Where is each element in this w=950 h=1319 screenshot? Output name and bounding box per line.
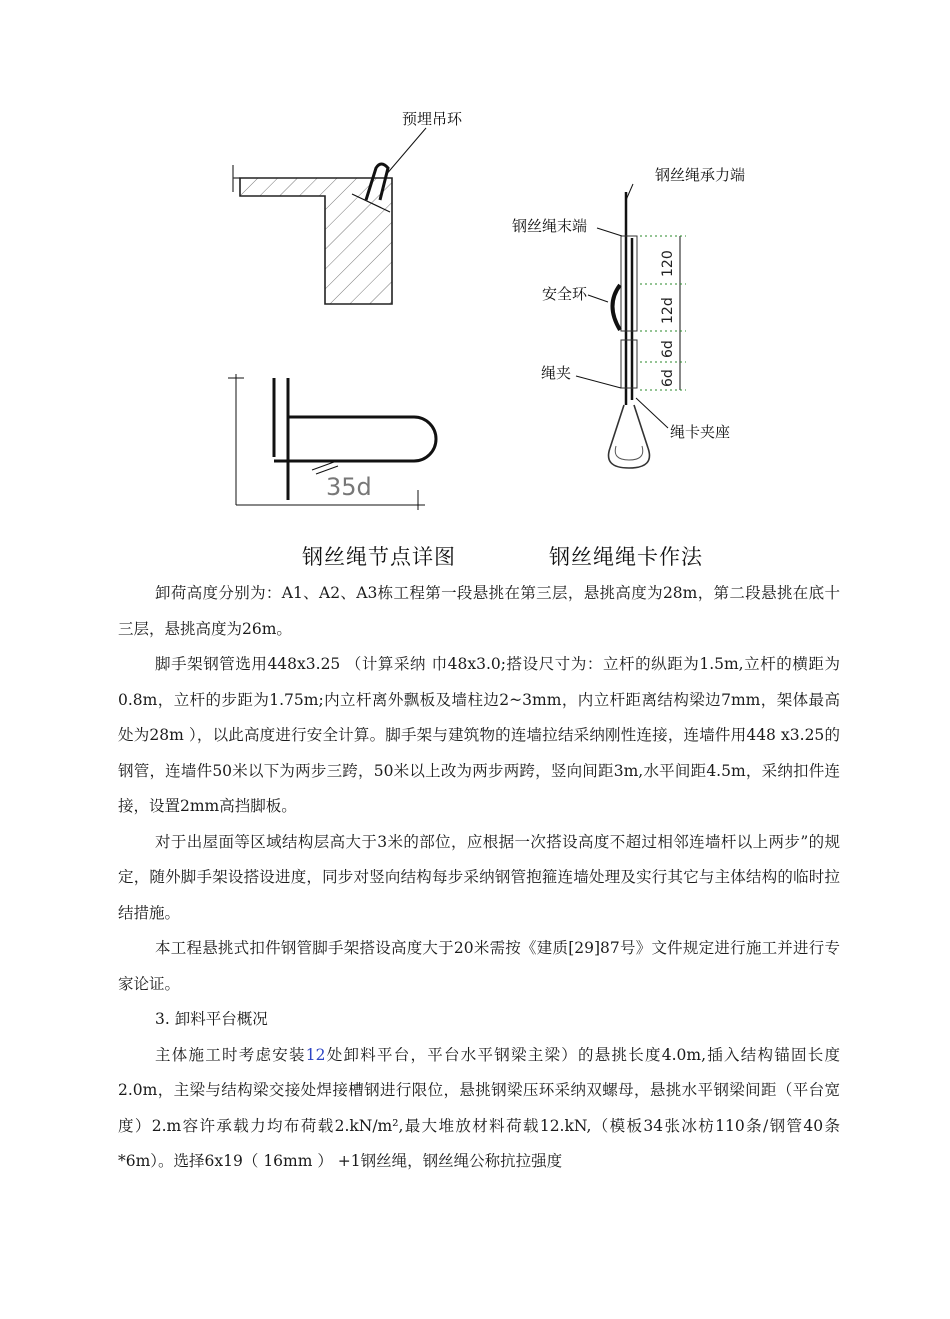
slab-section — [233, 128, 426, 304]
paragraph-roof-area: 对于出屋面等区域结构层高大于3米的部位，应根据一次搭设高度不超过相邻连墙杆以上两步”的规定，随外脚手架设搭设进度，同步对竖向结构每步采纳钢管抱箍连墙处理及实行其它与主体结构的临时拉结措施。 — [118, 832, 840, 922]
dim-12d: 12d — [660, 297, 676, 324]
figure-area — [0, 0, 950, 569]
dim-35d: 35d — [326, 473, 372, 501]
paragraph-platform-overview: 主体施工时考虑安装12处卸料平台，平台水平钢梁主梁）的悬挑长度4.0m,插入结构锚固长度2.0m，主梁与结构梁交接处焊接槽钢进行限位，悬挑钢梁压环采纳双螺母，悬挑水平钢梁间距（平台宽度）2.m容许承载力均布荷载2.kN/m²,最大堆放材料荷载12.kN,（模板34张冰枋110条/钢管40条*6m）。选择6x19（ 16mm ） +1钢丝绳，钢丝绳公称抗拉强度 — [118, 1045, 840, 1170]
label-embedded-ring: 预埋吊环 — [402, 110, 463, 128]
label-rope-clip: 绳夹 — [541, 364, 572, 382]
caption-node-detail: 钢丝绳节点详图 — [302, 545, 456, 569]
label-load-end: 钢丝绳承力端 — [655, 166, 746, 184]
platform-count: 12 — [305, 1045, 326, 1064]
label-clip-base: 绳卡夹座 — [670, 423, 731, 441]
paragraph-scaffold-pipe: 脚手架钢管选用448x3.25 （计算采纳 巾48x3.0;搭设尺寸为：立杆的纵距为1.5m,立杆的横距为0.8m，立杆的步距为1.75m;内立杆离外飘板及墙柱边2~3mm，内立杆距离结构梁边7mm，架体最高处为28m ），以此高度进行安全计算。脚手架与建筑物的连墙拉结采纳刚性连接，连墙件用448 x3.25的钢管，连墙件50米以下为两步三跨，50米以上改为两步两跨，竖向间距3m,水平间距4.5m，采纳扣件连接，设置2mm高挡脚板。 — [118, 655, 840, 815]
dim-120: 120 — [660, 250, 676, 277]
label-tail-end: 钢丝绳末端 — [512, 217, 588, 235]
label-safety-ring: 安全环 — [542, 285, 588, 303]
caption-clip-method: 钢丝绳绳卡作法 — [549, 545, 703, 569]
figure-drawing — [0, 0, 950, 560]
body-text — [118, 576, 840, 1180]
paragraph-unloading-height: 卸荷高度分别为：A1、A2、A3栋工程第一段悬挑在第三层，悬挑高度为28m，第二段悬挑在底十三层，悬挑高度为26m。 — [118, 584, 840, 638]
paragraph-expert-review: 本工程悬挑式扣件钢管脚手架搭设高度大于20米需按《建质[29]87号》文件规定进行施工并进行专家论证。 — [118, 939, 840, 993]
section-heading-platform: 3. 卸料平台概况 — [155, 1010, 268, 1028]
dim-6d-upper: 6d — [660, 340, 676, 358]
dim-6d-lower: 6d — [660, 369, 676, 387]
